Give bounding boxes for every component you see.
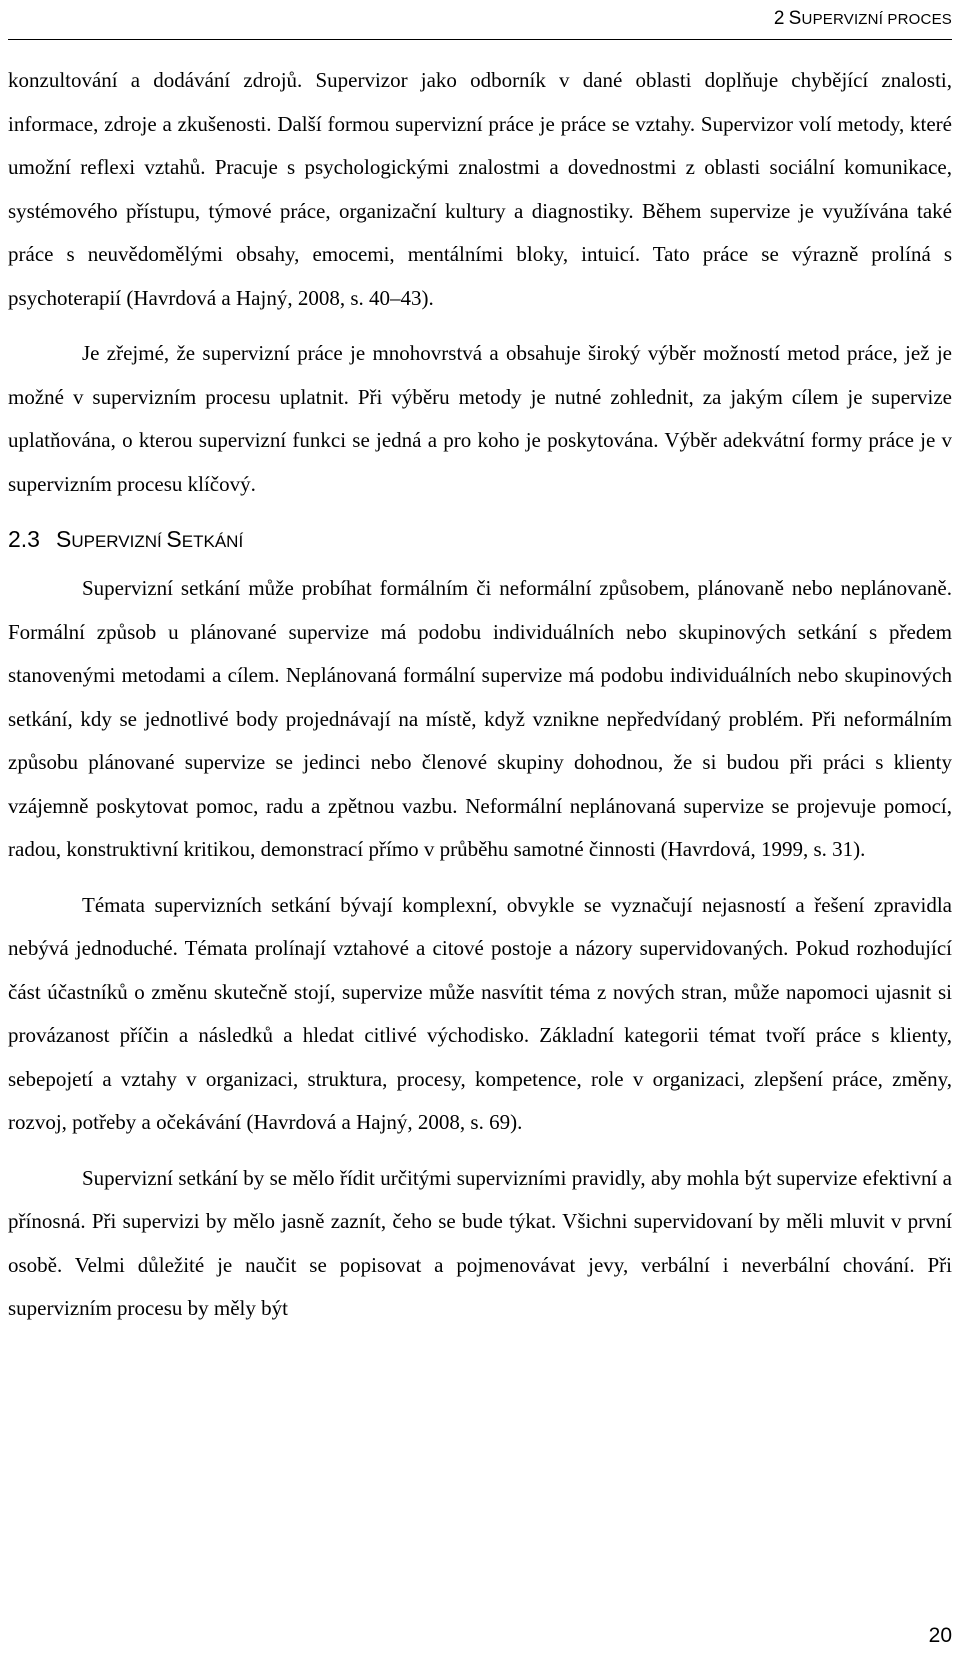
running-header [774,8,952,30]
section-title-part-2: ETKÁNÍ [181,532,244,551]
header-rule [8,39,952,40]
section-title-initial-2: S [166,526,182,552]
section-title-initial: S [55,526,72,552]
header-title-rest: UPERVIZNÍ PROCES [801,11,952,28]
paragraph-5: Supervizní setkání by se mělo řídit určitými supervizními pravidly, aby mohla být supervize efektivní a přínosná. Při supervizi by mělo jasně zaznít, čeho se bude týkat. Všichni supervidovaní by měli mluvit v první osobě. Velmi důležité je naučit se popisovat a pojmenovávat jevy, verbální i neverbální chování. Při supervizním procesu by měly být [8,1165,952,1320]
paragraph-2: Je zřejmé, že supervizní práce je mnohovrstvá a obsahuje široký výběr možností metod práce, jež je možné v supervizním procesu uplatnit. Při výběru metody je nutné zohlednit, za jakým cílem je supervize uplatňována, o kterou supervizní funkci se jedná a pro koho je poskytována. Výběr adekvátní formy práce je v supervizním procesu klíčový. [8,341,952,496]
section-title-part-1: UPERVIZNÍ [71,532,167,551]
page-body [8,59,952,1331]
paragraph-1: konzultování a dodávání zdrojů. Supervizor jako odborník v dané oblasti doplňuje chybějící znalosti, informace, zdroje a zkušenosti. Další formou supervizní práce je práce se vztahy. Supervizor volí metody, které umožní reflexi vztahů. Pracuje s psychologickými znalostmi a dovednostmi z oblasti sociální komunikace, systémového přístupu, týmové práce, organizační kultury a diagnostiky. Během supervize je využívána také práce s neuvědomělými obsahy, emocemi, mentálními bloky, intuicí. Tato práce se výrazně prolíná s psychoterapií (Havrdová a Hajný, 2008, s. 40‒43). [8,68,952,310]
paragraph-3: Supervizní setkání může probíhat formálním či neformální způsobem, plánovaně nebo neplánovaně. Formální způsob u plánované supervize má podobu individuálních nebo skupinových setkání s předem stanovenými metodami a cílem. Neplánovaná formální supervize má podobu individuálních nebo skupinových setkání, kdy se jednotlivé body projednávají na místě, když vznikne nepředvídaný problém. Při neformálním způsobu plánované supervize se jedinci nebo členové skupiny dohodnou, že si budou při práci s klienty vzájemně poskytovat pomoc, radu a zpětnou vazbu. Neformální neplánovaná supervize se projevuje pomocí, radou, konstruktivní kritikou, demonstrací přímo v průběhu samotné činnosti (Havrdová, 1999, s. 31). [8,576,952,861]
section-heading [8,519,952,562]
section-number: 2.3 [8,526,40,552]
header-chapter-number: 2 [773,8,785,29]
header-title-initial: S [788,8,802,29]
page-number: 20 [928,1624,952,1647]
paragraph-4: Témata supervizních setkání bývají komplexní, obvykle se vyznačují nejasností a řešení zpravidla nebývá jednoduché. Témata prolínají vztahové a citové postoje a názory supervidovaných. Pokud rozhodující část účastníků o změnu skutečně stojí, supervize může nasvítit téma z nových stran, může napomoci ujasnit si provázanost příčin a následků a hledat citlivé východisko. Základní kategorii témat tvoří práce s klienty, sebepojetí a vztahy v organizaci, struktura, procesy, kompetence, role v organizaci, zlepšení práce, změny, rozvoj, potřeby a očekávání (Havrdová a Hajný, 2008, s. 69). [8,892,952,1134]
